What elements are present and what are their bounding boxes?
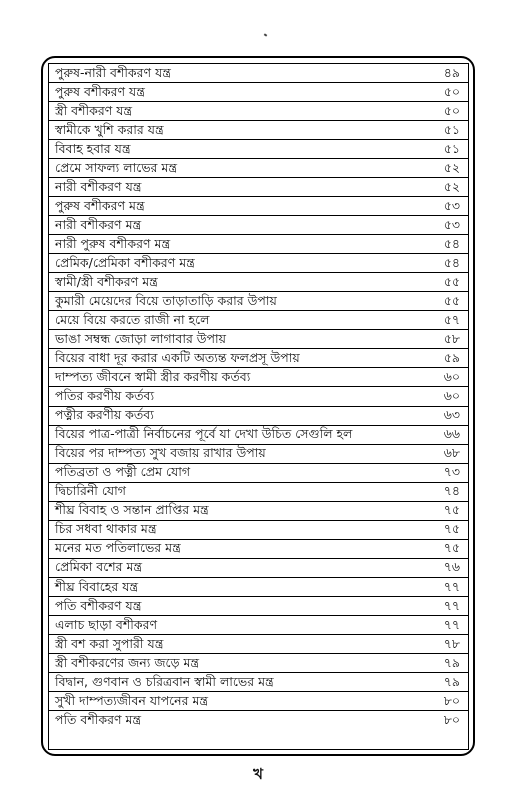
contents-row [49,254,468,273]
entry-page-number: ৫১ [443,140,460,156]
contents-row [49,216,468,235]
entry-page-number: ৭৯ [443,654,460,670]
entry-title: পত্নীর করণীয় কর্তব্য [55,407,154,423]
entry-page-number: ৫৪ [443,255,460,271]
page-number: খ [253,765,263,783]
entry-title: মনের মত পতিলাভের মন্ত্র [55,540,181,556]
contents-row [49,121,468,140]
contents-row [49,711,468,730]
entry-title: পতি বশীকরণ যন্ত্র [55,597,142,613]
entry-page-number: ৪৯ [443,64,460,80]
contents-row [49,654,468,673]
entry-page-number: ৭৫ [443,502,460,518]
entry-title: পতিব্রতা ও পত্নী প্রেম যোগ [55,464,191,480]
entry-page-number: ৭৩ [443,464,460,480]
entry-title: পুরুষ-নারী বশীকরণ যন্ত্র [55,64,171,80]
entry-title: শীঘ্র বিবাহ ও সন্তান প্রাপ্তির মন্ত্র [55,502,209,518]
entry-page-number: ৬০ [443,388,460,404]
entry-page-number: ৮০ [443,712,460,728]
entry-title: দ্বিচারিনী যোগ [55,483,126,499]
contents-row [49,178,468,197]
contents-row [49,273,468,292]
contents-row [49,311,468,330]
entry-title: এলাচ ছাড়া বশীকরণ [55,616,157,632]
entry-page-number: ৫৮ [443,331,460,347]
entry-title: মেয়ে বিয়ে করতে রাজী না হলে [55,312,210,328]
contents-row [49,387,468,406]
contents-row [49,540,468,559]
contents-row [49,292,468,311]
entry-page-number: ৬৬ [443,426,460,442]
entry-title: স্ত্রী বশীকরণ যন্ত্র [55,102,133,118]
entry-title: বিবাহ হবার যন্ত্র [55,140,131,156]
entry-page-number: ৫৪ [443,236,460,251]
contents-row [49,559,468,578]
entry-title: নারী বশীকরণ যন্ত্র [55,178,142,194]
entry-title: নারী পুরুষ বশীকরণ মন্ত্র [55,236,171,251]
entry-page-number: ৭৬ [443,559,460,575]
entry-title: বিয়ের পাত্র-পাত্রী নির্বাচনের পূর্বে যা দেখা উচিত সেগুলি হল [55,426,353,442]
entry-page-number: ৫৭ [443,312,460,328]
entry-page-number: ৭৫ [443,521,460,537]
entry-page-number: ৭৮ [443,635,460,651]
entry-title: পতির করণীয় কর্তব্য [55,388,155,404]
entry-title: স্বামীকে খুশি করার যন্ত্র [55,121,164,137]
entry-title: স্বামী/স্ত্রী বশীকরণ মন্ত্র [55,274,158,290]
entry-title: নারী বশীকরণ মন্ত্র [55,216,142,232]
contents-row [49,349,468,368]
entry-page-number: ৫২ [443,159,460,175]
entry-title: পতি বশীকরণ মন্ত্র [55,712,142,728]
contents-row [49,616,468,635]
entry-page-number: ৫২ [443,178,460,194]
entry-page-number: ৫৫ [443,274,460,290]
entry-title: শীঘ্র বিবাহের যন্ত্র [55,578,139,594]
contents-row [49,197,468,216]
entry-page-number: ৭৯ [443,673,460,689]
entry-title: বিদ্বান, গুণবান ও চরিত্রবান স্বামী লাভের মন্ত্র [55,673,274,689]
contents-row [49,102,468,121]
contents-row [49,521,468,540]
entry-page-number: ৫৯ [443,350,460,366]
contents-row [49,407,468,426]
entry-title: চির সধবা থাকার মন্ত্র [55,521,157,537]
entry-page-number: ৫৫ [443,293,460,309]
entry-title: বিয়ের পর দাম্পত্য সুখ বজায় রাখার উপায় [55,445,266,461]
contents-row [49,692,468,711]
contents-row [49,330,468,349]
entry-page-number: ৭৭ [443,616,460,632]
contents-row [49,635,468,654]
entry-page-number: ৫৩ [443,197,460,213]
entry-title: প্রেমিকা বশের মন্ত্র [55,559,143,575]
contents-row [49,368,468,387]
scan-speck [264,33,268,36]
entry-title: প্রেমে সাফল্য লাভের মন্ত্র [55,159,178,175]
contents-row [49,64,468,83]
entry-page-number: ৮০ [443,692,460,708]
entry-title: কুমারী মেয়েদের বিয়ে তাড়াতাড়ি করার উপায় [55,293,277,309]
entry-title: স্ত্রী বশ করা সুপারী যন্ত্র [55,635,164,651]
contents-row [49,578,468,597]
contents-row [49,140,468,159]
entry-page-number: ৬০ [443,369,460,385]
entry-page-number: ৫১ [443,121,460,137]
entry-title: বিয়ের বাধা দূর করার একটি অত্যন্ত ফলপ্রসূ উপায় [55,350,300,366]
contents-row [49,426,468,445]
contents-row [49,159,468,178]
contents-table [48,63,469,750]
contents-row [49,83,468,102]
contents-row [49,445,468,464]
contents-row [49,464,468,483]
entry-page-number: ৫০ [443,102,460,118]
contents-row [49,502,468,521]
entry-page-number: ৫৩ [443,216,460,232]
entry-title: পুরুষ বশীকরণ যন্ত্র [55,83,145,99]
entry-page-number: ৫০ [443,83,460,99]
entry-page-number: ৬৩ [443,407,460,423]
entry-title: প্রেমিক/প্রেমিকা বশীকরণ মন্ত্র [55,255,195,271]
entry-title: দাম্পত্য জীবনে স্বামী স্ত্রীর করণীয় কর্তব্য [55,369,251,385]
entry-title: সুখী দাম্পত্যজীবন যাপনের মন্ত্র [55,692,209,708]
entry-title: পুরুষ বশীকরণ মন্ত্র [55,197,145,213]
contents-row [49,483,468,502]
entry-page-number: ৭৭ [443,597,460,613]
entry-title: স্ত্রী বশীকরণের জন্য জড়ে মন্ত্র [55,654,200,670]
contents-row [49,235,468,254]
contents-row [49,597,468,616]
entry-page-number: ৭৫ [443,540,460,556]
entry-page-number: ৭৪ [443,483,460,499]
entry-title: ভাঙা সম্বন্ধ জোড়া লাগাবার উপায় [55,331,226,347]
contents-row [49,673,468,692]
entry-page-number: ৭৭ [443,578,460,594]
entry-page-number: ৬৮ [443,445,460,461]
